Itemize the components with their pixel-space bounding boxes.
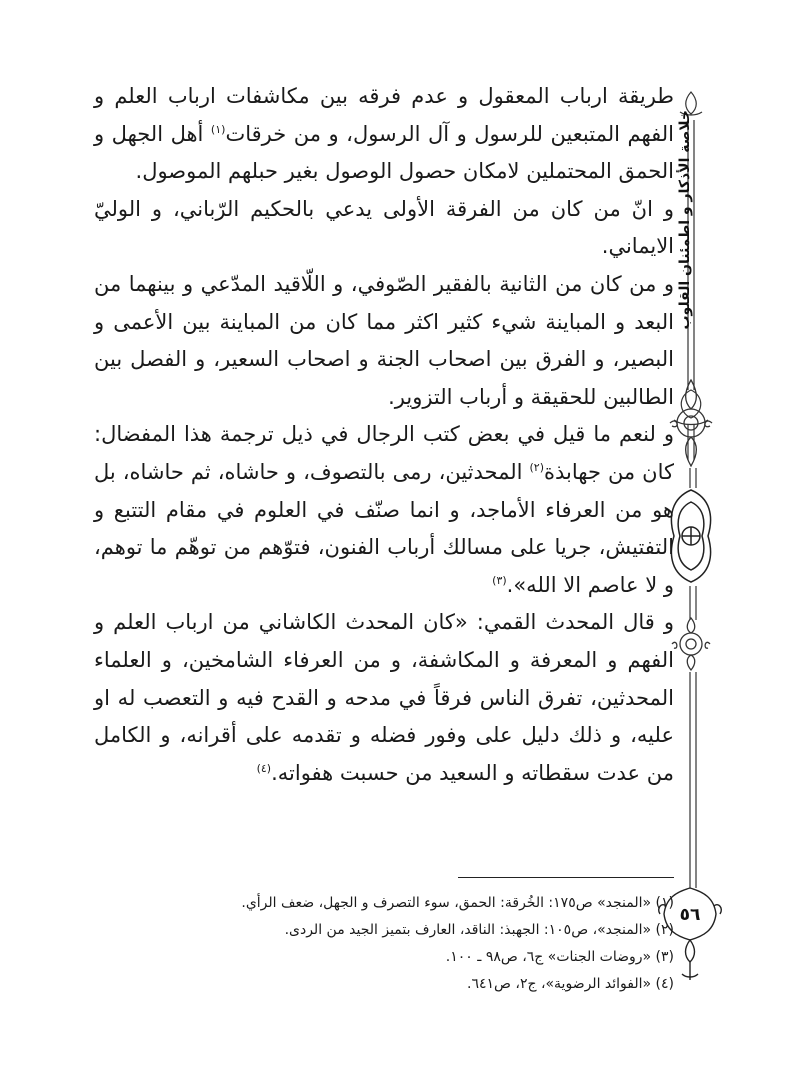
vertical-rule-lines bbox=[688, 468, 698, 488]
paragraph-text: و لنعم ما قيل في بعض كتب الرجال في ذيل ترجمة هذا المفضال: كان من جهابذة bbox=[94, 422, 675, 484]
main-text-body bbox=[94, 78, 674, 792]
paragraph bbox=[94, 78, 674, 191]
paragraph-text: طريقة ارباب المعقول و عدم فرقه بين مكاشفات ارباب العلم و الفهم المتبعين للرسول و آل الرسول، و من خرقات bbox=[94, 84, 674, 146]
footnote-separator bbox=[458, 877, 674, 878]
paragraph bbox=[94, 416, 674, 604]
footnote-marker[interactable]: (١) bbox=[210, 122, 226, 136]
floral-ornament-icon bbox=[668, 378, 714, 468]
footnote: (١) «المنجد» ص١٧٥: الخُرقة: الحمق، سوء التصرف و الجهل، ضعف الرأي. bbox=[241, 895, 674, 911]
paragraph-text: المحدثين، رمى بالتصوف، و حاشاه، ثم حاشاه، بل هو من العرفاء الأماجد، و انما صنّف في العلوم في مقام التتبع و التفتيش، جريا على مسالك أرباب الفنون، فتوّهم من توهّم ما توهم، و لا عاصم الا الله». bbox=[94, 459, 674, 597]
paragraph: و من كان من الثانية بالفقير الصّوفي، و اللّاقيد المدّعي و بينهما من البعد و المباينة شيء كثير اكثر مما كان من المباينة بين الأعمى و البصير، و الفرق بين اصحاب الجنة و اصحاب السعير، و الفصل بين الطالبين للحقيقة و أرباب التزوير. bbox=[94, 271, 674, 409]
vertical-rule-lines bbox=[688, 672, 698, 888]
page-number: ٥٦ bbox=[679, 905, 701, 925]
floral-ornament-icon bbox=[668, 616, 714, 672]
paragraph-text: و قال المحدث القمي: «كان المحدث الكاشاني من ارباب العلم و الفهم و المعرفة و المكاشفة، و من العرفاء الشامخين، و العلماء المحدثين، تفرق الناس فرقاً في مدحه و القدح فيه و التعصب له او عليه، و ذلك دليل على وفور فضله و تقدمه على أقرانه، و الكامل من عدت سقطاته و السعيد من حسبت هفواته. bbox=[94, 610, 674, 785]
running-title-container bbox=[672, 110, 698, 330]
vertical-rule-lines bbox=[688, 586, 698, 620]
footnote: (٢) «المنجد»، ص١٠٥: الجهبذ: الناقد، العارف بتميز الجيد من الردى. bbox=[284, 922, 674, 938]
footnotes-section bbox=[94, 890, 674, 998]
footnote: (٤) «الفوائد الرضوية»، ج٢، ص٦٤١. bbox=[467, 976, 674, 992]
footnote-marker[interactable]: (٤) bbox=[256, 761, 272, 775]
footnote: (٣) «روضات الجنات» ج٦، ص٩٨ ـ ١٠٠. bbox=[445, 949, 674, 965]
paragraph: و انّ من كان من الفرقة الأولى يدعي بالحكيم الرّباني، و الوليّ الايماني. bbox=[94, 196, 674, 259]
paragraph-text: أهل الجهل و الحمق المحتملين لامكان حصول الوصول بغير حبلهم الموصول. bbox=[94, 121, 674, 184]
running-title: خلاصة الأذكار و اطمئنان القلوب bbox=[677, 110, 693, 330]
footnote-marker[interactable]: (٣) bbox=[492, 573, 507, 587]
paragraph bbox=[94, 604, 674, 792]
footnote-marker[interactable]: (٢) bbox=[529, 460, 544, 474]
